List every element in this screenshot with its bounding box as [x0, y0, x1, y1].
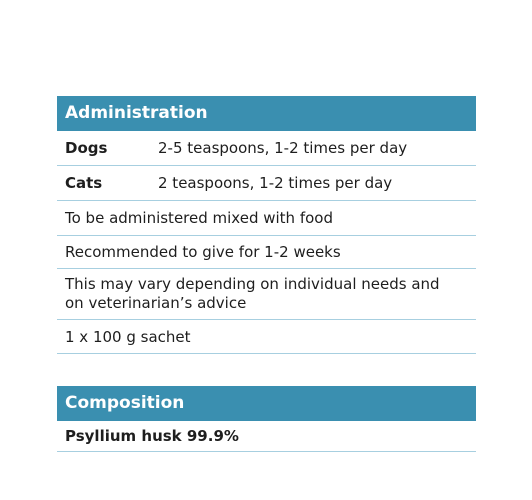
dosage-row-dogs: [57, 131, 476, 166]
dosage-label: Dogs: [65, 139, 108, 157]
dosage-value: 2 teaspoons, 1-2 times per day: [158, 174, 393, 192]
note-row: [57, 320, 476, 354]
composition-row: [57, 421, 476, 452]
note-text: Recommended to give for 1-2 weeks: [65, 243, 341, 261]
note-row: [57, 269, 476, 320]
composition-section: [57, 386, 476, 452]
note-text: To be administered mixed with food: [65, 209, 333, 227]
dosage-label: Cats: [65, 174, 103, 192]
note-text: This may vary depending on individual needs and on veterinarian’s advice: [65, 275, 440, 312]
administration-section: [57, 96, 476, 354]
note-row: [57, 201, 476, 236]
dosage-row-cats: [57, 166, 476, 201]
note-text: 1 x 100 g sachet: [65, 327, 191, 346]
dosage-value: 2-5 teaspoons, 1-2 times per day: [158, 139, 408, 157]
note-row: [57, 236, 476, 269]
administration-heading: Administration: [57, 96, 476, 131]
composition-item: Psyllium husk 99.9%: [65, 427, 239, 445]
composition-heading: Composition: [57, 386, 476, 421]
